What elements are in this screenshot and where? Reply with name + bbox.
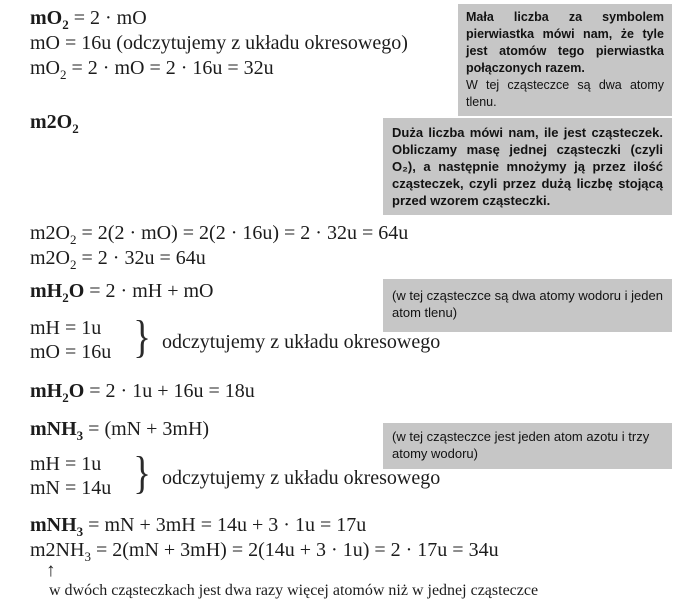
note-big-number-text: Duża liczba mówi nam, ile jest cząsteczek. Obliczamy masę jednej cząsteczki (czyli O₂), a następnie mnożymy ją przez ilość cząsteczek, czyli przez dużą liczbę stojącą przed wzorem cząsteczki. <box>392 125 663 208</box>
brace-1: } <box>133 311 151 362</box>
formula-mh2o-definition: $mH_2O = 2$ · mH + mO <box>30 280 214 305</box>
formula-mh-mass-2: mH = 1u <box>30 453 102 475</box>
formula-mn-mass: mN = 14u <box>30 477 112 499</box>
footnote-caption: w dwóch cząsteczkach jest dwa razy więcej atomów niż w jednej cząsteczce <box>49 582 539 599</box>
note-nh3-atoms-text: (w tej cząsteczce jest jeden atom azotu i trzy atomy wodoru) <box>392 429 650 461</box>
formula-mnh3-result: mNH$_3$ = mN + 3mH = 14u + 3 · 1u = 17u <box>30 514 367 539</box>
heading-m2o2: $m2O_2$ <box>30 111 79 136</box>
formula-mh2o-result: $mH_2O = 2 \cdot 1u + 16u = 18u$ <box>30 380 255 405</box>
note-nh3-atoms <box>383 423 672 469</box>
periodic-table-label-1: odczytujemy z układu okresowego <box>162 331 441 353</box>
note-h2o-atoms <box>383 279 672 332</box>
formula-mh-mass-1: mH = 1u <box>30 317 102 339</box>
note-big-number <box>383 118 672 215</box>
up-arrow: ↑ <box>46 560 56 581</box>
formula-mo-mass: mO = 16u (odczytujemy z układu okresowego) <box>30 32 408 54</box>
periodic-table-label-2: odczytujemy z układu okresowego <box>162 467 441 489</box>
formula-mo-mass-2: mO = 16u <box>30 341 112 363</box>
formula-mo2-calculation: $mO_2 = 2$ · mO = 2 · 16u = 32u <box>30 57 274 82</box>
formula-m2o2-result: $m2O_2 = 2 \cdot 32u = 64u$ <box>30 247 206 272</box>
note-small-number <box>458 4 672 116</box>
formula-mo2-definition: $mO_2 = 2$ · mO <box>30 7 147 32</box>
note-small-number-regular-text: W tej cząsteczce są dwa atomy tlenu. <box>466 78 664 109</box>
formula-m2o2-expanded: $m2O_2 = 2(2 \cdot mO) = 2(2 \cdot 16u) = 2 \cdot 32u = 64u$ <box>30 222 409 247</box>
note-h2o-atoms-text: (w tej cząsteczce są dwa atomy wodoru i jeden atom tlenu) <box>392 288 663 320</box>
brace-2: } <box>133 447 151 498</box>
formula-mnh3-definition: mNH$_3$ = (mN + 3mH) <box>30 418 210 443</box>
formula-m2nh3-result: $m2NH_3 = 2(mN + 3mH) = 2(14u + 3 \cdot 1u) = 2 \cdot 17u = 34u$ <box>30 539 499 564</box>
note-small-number-bold-text: Mała liczba za symbolem pierwiastka mówi nam, że tyle jest atomów tego pierwiastka połączonych razem. <box>466 10 664 75</box>
